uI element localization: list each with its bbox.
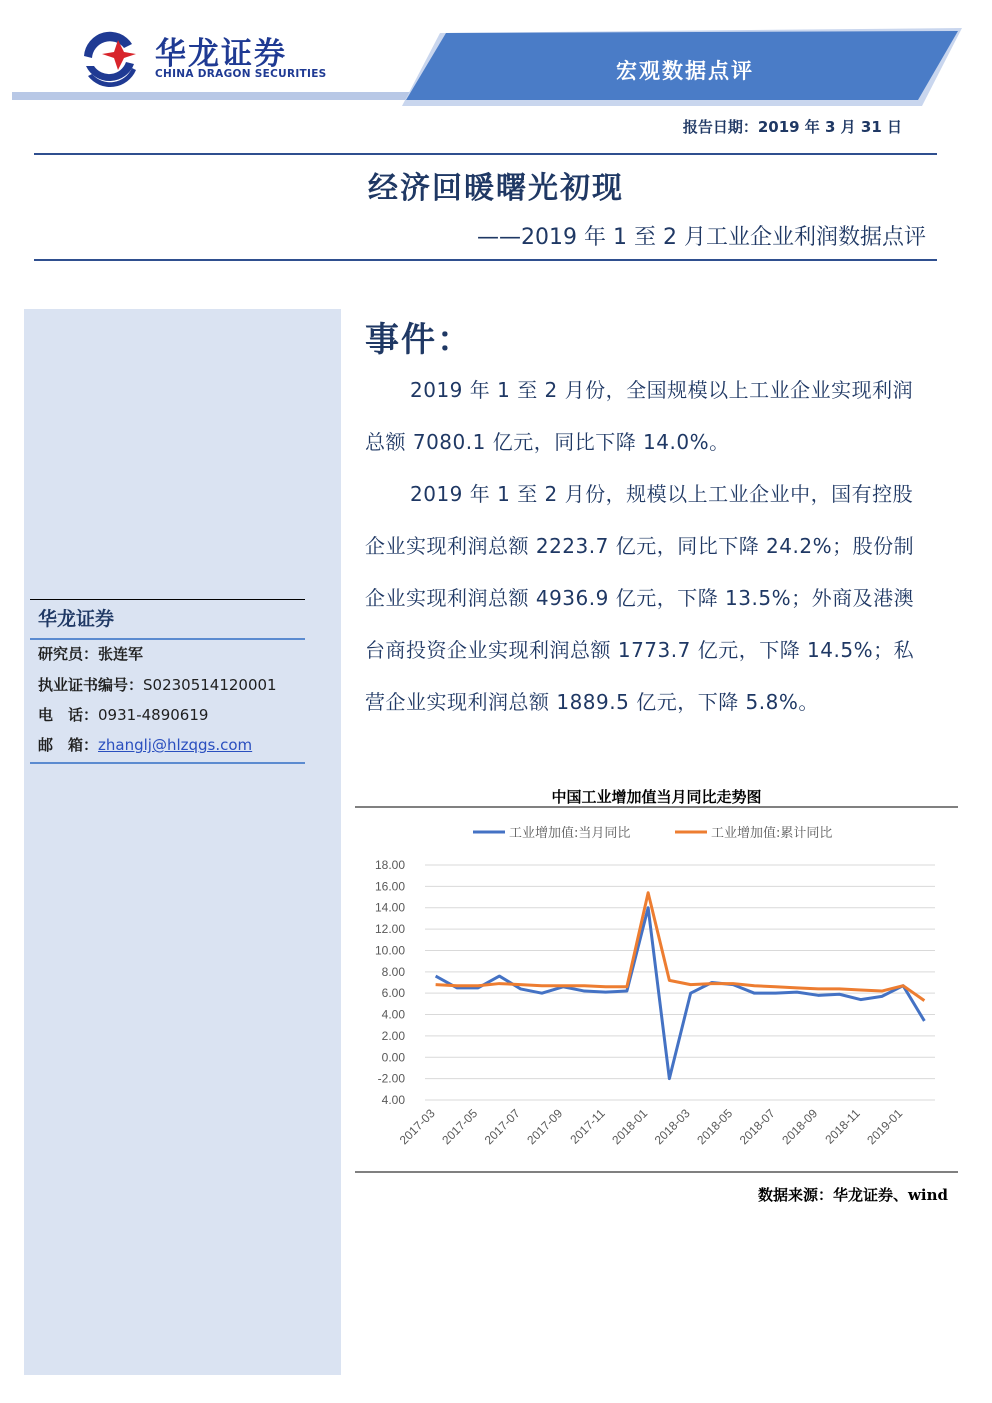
event-heading: 事件： — [365, 320, 473, 360]
x-tick-label: 2018-11 — [822, 1106, 863, 1147]
x-tick-label: 2017-07 — [481, 1106, 523, 1148]
y-tick-label: 18.00 — [374, 858, 405, 872]
series-line-2 — [436, 893, 925, 1001]
paragraph-line: 营企业实现利润总额 1889.5 亿元，下降 5.8%。 — [365, 690, 819, 714]
report-date: 报告日期：2019 年 3 月 31 日 — [682, 118, 902, 136]
title-bottom-rule — [34, 259, 937, 261]
sidebar-divider — [30, 762, 305, 764]
paragraph-line: 2019 年 1 至 2 月份，规模以上工业企业中，国有控股 — [410, 482, 914, 506]
email-row — [38, 734, 252, 755]
paragraph-line: 2019 年 1 至 2 月份，全国规模以上工业企业实现利润 — [410, 378, 914, 402]
x-tick-label: 2018-07 — [736, 1106, 778, 1148]
title-top-rule — [34, 153, 937, 155]
legend-label: 工业增加值:累计同比 — [711, 826, 833, 841]
x-tick-label: 2018-03 — [651, 1106, 693, 1148]
analyst-name: 张连军 — [98, 645, 144, 663]
sidebar-divider — [30, 638, 305, 640]
phone-label: 电 话： — [38, 706, 99, 724]
x-tick-label: 2017-03 — [396, 1106, 438, 1148]
brand-name: 华龙证券 — [155, 36, 287, 72]
y-tick-label: 4.00 — [381, 1093, 405, 1107]
email-label: 邮 箱： — [38, 736, 99, 754]
y-tick-label: 4.00 — [381, 1007, 405, 1022]
cert-number: S0230514120001 — [143, 676, 277, 694]
x-tick-label: 2017-09 — [524, 1106, 566, 1148]
paragraph-line: 台商投资企业实现利润总额 1773.7 亿元，下降 14.5%；私 — [365, 638, 915, 662]
y-tick-label: 14.00 — [374, 900, 405, 915]
line-chart — [355, 805, 958, 1175]
logo-icon — [78, 26, 142, 90]
sidebar — [24, 309, 341, 1375]
brand-english-name: CHINA DRAGON SECURITIES — [155, 68, 327, 80]
cert-label: 执业证书编号： — [38, 676, 144, 694]
y-tick-label: 16.00 — [374, 879, 405, 894]
paragraph-line: 企业实现利润总额 4936.9 亿元，下降 13.5%；外商及港澳 — [365, 586, 915, 610]
x-tick-label: 2018-01 — [609, 1106, 651, 1148]
legend-label: 工业增加值:当月同比 — [509, 826, 631, 841]
sidebar-divider — [30, 599, 305, 600]
email-link[interactable]: zhanglj@hlzqgs.com — [98, 736, 253, 754]
y-tick-label: 8.00 — [381, 964, 405, 979]
data-source: 数据来源：华龙证券、wind — [757, 1186, 948, 1204]
phone-row — [38, 704, 208, 725]
x-tick-label: 2017-05 — [439, 1106, 481, 1148]
y-tick-label: -2.00 — [377, 1071, 405, 1086]
paragraph-line: 企业实现利润总额 2223.7 亿元，同比下降 24.2%；股份制 — [365, 534, 915, 558]
sidebar-company: 华龙证券 — [38, 608, 115, 630]
chart-title: 中国工业增加值当月同比走势图 — [551, 788, 762, 806]
page-subtitle: ——2019 年 1 至 2 月工业企业利润数据点评 — [477, 225, 926, 250]
y-tick-label: 10.00 — [374, 943, 405, 958]
x-tick-label: 2017-11 — [567, 1106, 608, 1147]
y-tick-label: 2.00 — [381, 1028, 405, 1043]
x-tick-label: 2018-05 — [694, 1106, 736, 1148]
analyst-label: 研究员： — [38, 645, 99, 663]
header-banner — [0, 0, 992, 110]
section-label: 宏观数据点评 — [616, 59, 754, 83]
analyst-row — [38, 643, 143, 664]
page-title: 经济回暖曙光初现 — [368, 171, 624, 206]
y-tick-label: 6.00 — [381, 986, 405, 1001]
x-tick-label: 2018-09 — [779, 1106, 821, 1148]
paragraph-line: 总额 7080.1 亿元，同比下降 14.0%。 — [365, 430, 730, 454]
x-tick-label: 2019-01 — [864, 1106, 906, 1148]
y-tick-label: 12.00 — [374, 922, 405, 937]
phone-number: 0931-4890619 — [98, 706, 209, 724]
cert-row — [38, 674, 277, 695]
y-tick-label: 0.00 — [381, 1050, 405, 1065]
